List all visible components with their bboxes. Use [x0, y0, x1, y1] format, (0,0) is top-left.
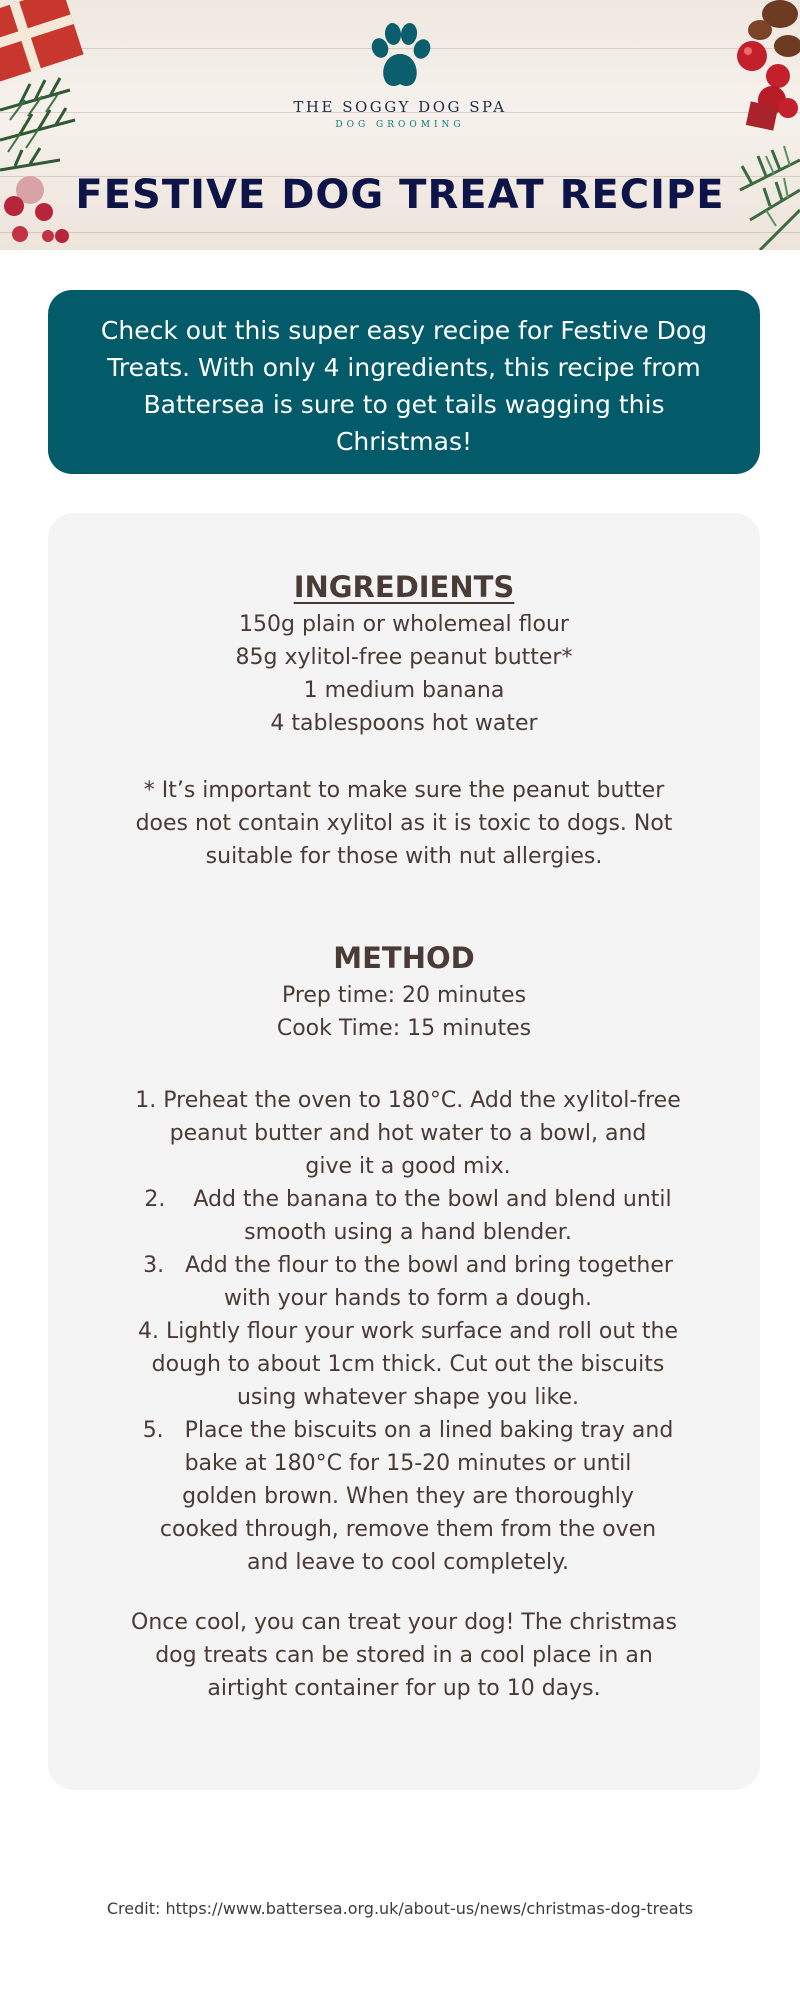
- intro-line: Treats. With only 4 ingredients, this recipe from: [107, 353, 701, 382]
- note-line: does not contain xylitol as it is toxic to dogs. Not: [135, 811, 673, 836]
- prep-time: Prep time: 20 minutes: [281, 983, 527, 1008]
- ingredient-item: 1 medium banana: [303, 678, 505, 703]
- step-number: 4.: [137, 1319, 159, 1344]
- method-step: [128, 1315, 688, 1414]
- step-text: golden brown. When they are thoroughly: [182, 1484, 634, 1509]
- intro-line: Battersea is sure to get tails wagging this: [143, 390, 665, 419]
- method-times: [88, 979, 720, 1045]
- credit-link[interactable]: Credit: https://www.battersea.org.uk/about-us/news/christmas-dog-treats: [106, 1899, 694, 1918]
- step-text: Lightly flour your work surface and roll out the: [165, 1319, 679, 1344]
- ingredients-list: [88, 608, 720, 740]
- brand-name: THE SOGGY DOG SPA: [293, 98, 507, 116]
- step-text: with your hands to form a dough.: [223, 1286, 593, 1311]
- ingredient-item: 4 tablespoons hot water: [270, 711, 538, 736]
- step-text: smooth using a hand blender.: [244, 1220, 572, 1245]
- note-line: suitable for those with nut allergies.: [205, 844, 603, 869]
- step-text: give it a good mix.: [305, 1154, 511, 1179]
- intro-line: Christmas!: [335, 427, 473, 456]
- header-banner: [0, 0, 800, 250]
- intro-box: [48, 290, 760, 474]
- closing-line: Once cool, you can treat your dog! The christmas: [131, 1610, 677, 1635]
- closing-line: dog treats can be stored in a cool place in an: [155, 1643, 653, 1668]
- method-step: [128, 1414, 688, 1579]
- closing-paragraph: [88, 1606, 720, 1705]
- step-text: Add the banana to the bowl and blend until: [193, 1187, 672, 1212]
- recipe-card: [48, 513, 760, 1790]
- step-number: 3.: [143, 1253, 165, 1278]
- step-text: Preheat the oven to 180°C. Add the xylitol-free: [163, 1088, 681, 1113]
- intro-line: Check out this super easy recipe for Festive Dog: [100, 316, 708, 345]
- closing-line: airtight container for up to 10 days.: [207, 1676, 601, 1701]
- note-line: * It’s important to make sure the peanut butter: [143, 778, 665, 803]
- step-text: Place the biscuits on a lined baking tray and: [184, 1418, 674, 1443]
- step-text: dough to about 1cm thick. Cut out the biscuits: [151, 1352, 665, 1377]
- step-number: 5.: [142, 1418, 164, 1443]
- step-text: Add the flour to the bowl and bring together: [185, 1253, 673, 1278]
- page-title: FESTIVE DOG TREAT RECIPE: [75, 172, 725, 218]
- step-text: using whatever shape you like.: [236, 1385, 580, 1410]
- step-number: 1.: [135, 1088, 157, 1113]
- method-step: [128, 1084, 688, 1183]
- ingredients-note: [88, 774, 720, 873]
- method-steps: [128, 1084, 688, 1579]
- step-text: and leave to cool completely.: [246, 1550, 569, 1575]
- step-text: cooked through, remove them from the oven: [159, 1517, 657, 1542]
- paw-print-icon: [367, 22, 433, 92]
- brand-tagline: DOG GROOMING: [335, 120, 465, 130]
- ingredient-item: 85g xylitol-free peanut butter*: [235, 645, 573, 670]
- brand-logo: [0, 22, 800, 130]
- method-step: [128, 1183, 688, 1249]
- method-heading: METHOD: [333, 941, 475, 975]
- step-text: bake at 180°C for 15-20 minutes or until: [184, 1451, 632, 1476]
- step-text: peanut butter and hot water to a bowl, and: [169, 1121, 647, 1146]
- ingredient-item: 150g plain or wholemeal flour: [239, 612, 569, 637]
- step-number: 2.: [144, 1187, 166, 1212]
- cook-time: Cook Time: 15 minutes: [276, 1016, 532, 1041]
- ingredients-heading: INGREDIENTS: [293, 570, 515, 604]
- method-step: [128, 1249, 688, 1315]
